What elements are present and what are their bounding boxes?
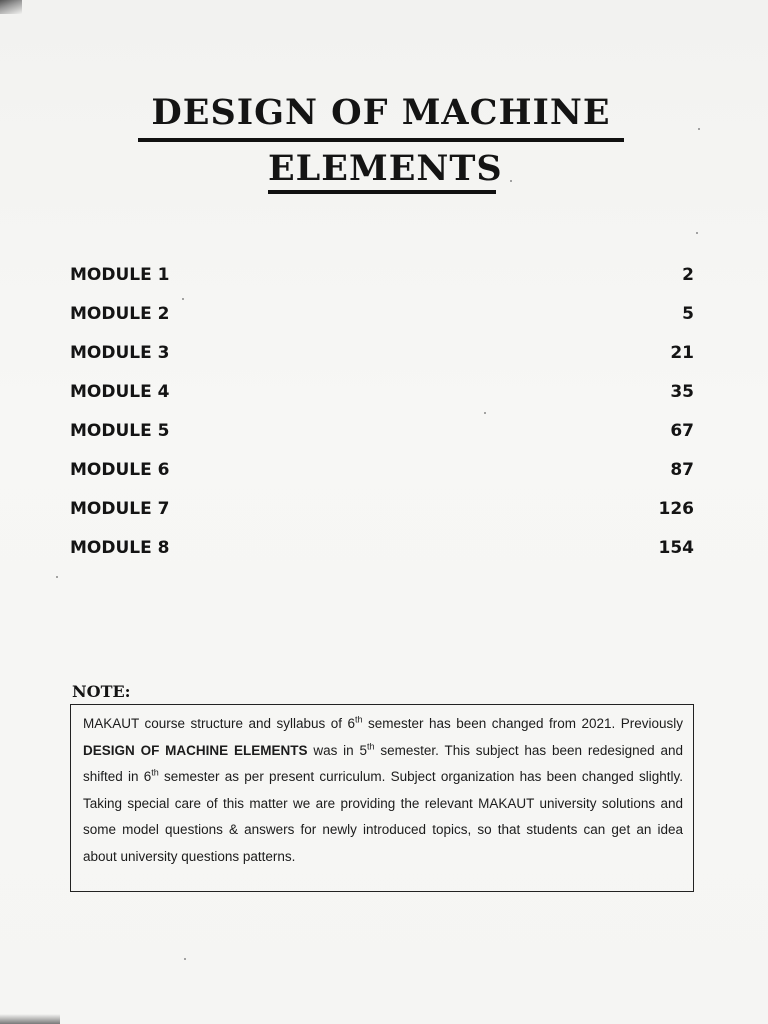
toc-page-number: 154 [658,537,694,558]
note-text: semester. This subject has been redesigned and shifted in 6 [83,742,684,784]
title-underline-2 [268,190,496,194]
book-title-line-1: DESIGN OF MACHINE [151,92,611,133]
title-underline-1 [138,138,624,142]
note-text: MAKAUT course structure and syllabus of 6 [83,716,355,731]
toc-page-number: 126 [658,498,694,519]
toc-entry-module-8 [70,528,694,567]
ordinal-suffix: th [367,741,375,751]
page-corner-shadow [0,0,22,14]
note-text: was in 5 [307,742,368,758]
toc-entry-module-6 [70,450,694,489]
toc-module-label: MODULE 4 [70,381,170,402]
paper-speck [484,412,486,414]
toc-module-label: MODULE 6 [70,459,170,480]
note-subject-name: DESIGN OF MACHINE ELEMENTS [83,742,308,758]
note-box [70,704,694,892]
paper-speck [696,232,698,234]
toc-page-number: 87 [670,459,694,480]
paper-speck [184,958,186,960]
toc-page-number: 21 [670,342,694,363]
toc-module-label: MODULE 7 [70,498,170,519]
page-edge-shadow [0,1014,60,1024]
toc-entry-module-5 [70,411,694,450]
paper-speck [698,128,700,130]
ordinal-suffix: th [151,767,159,778]
book-title-line-2: ELEMENTS [268,148,503,189]
toc-entry-module-2 [70,294,694,333]
toc-module-label: MODULE 2 [70,303,170,324]
toc-entry-module-1 [70,255,694,294]
toc-entry-module-4 [70,372,694,411]
paper-speck [182,298,184,300]
toc-module-label: MODULE 5 [70,420,170,441]
toc-entry-module-7 [70,489,694,528]
ordinal-suffix: th [354,714,363,725]
toc-page-number: 35 [670,381,694,402]
toc-module-label: MODULE 3 [70,342,170,363]
table-of-contents [70,255,694,567]
paper-speck [510,180,512,182]
toc-page-number: 67 [670,420,694,441]
toc-module-label: MODULE 8 [70,537,170,558]
note-heading: NOTE: [72,682,131,701]
note-text: semester as per present curriculum. Subject organization has been changed slightly. Taking special care of this matter we are providing the relevant MAKAUT university solutions and some model questions & answers for newly introduced topics, so that students can get an idea about university questions patterns. [83,769,683,864]
toc-page-number: 5 [682,303,694,324]
toc-entry-module-3 [70,333,694,372]
paper-speck [56,576,58,578]
note-text: semester has been changed from 2021. Previously [362,716,683,731]
toc-page-number: 2 [682,264,694,285]
toc-module-label: MODULE 1 [70,264,170,285]
